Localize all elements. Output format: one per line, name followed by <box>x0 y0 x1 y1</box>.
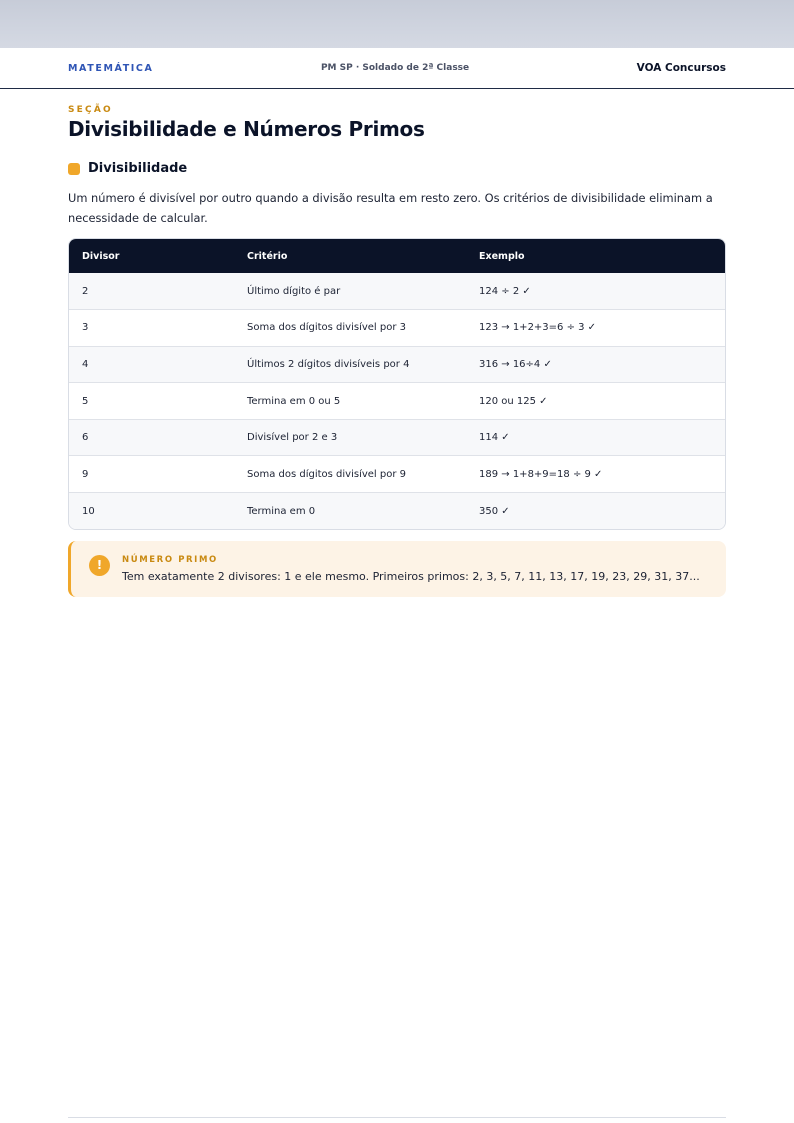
table-row <box>69 346 725 383</box>
cell-divisor: 5 <box>82 395 89 407</box>
cell-exemplo: 123 → 1+2+3=6 ÷ 3 ✓ <box>479 322 597 334</box>
cell-exemplo: 316 → 16÷4 ✓ <box>479 358 552 370</box>
cell-exemplo: 350 ✓ <box>479 505 510 517</box>
cell-criterio: Termina em 0 <box>247 505 316 517</box>
subject-label: MATEMÁTICA <box>68 62 154 74</box>
callout-text: Tem exatamente 2 divisores: 1 e ele mesmo. Primeiros primos: 2, 3, 5, 7, 11, 13, 17, 19, 23, 29, 31, 37... <box>122 570 700 583</box>
column-header-divisor: Divisor <box>82 250 120 262</box>
divisibility-table <box>68 238 726 530</box>
cell-criterio: Soma dos dígitos divisível por 9 <box>247 468 407 480</box>
cell-divisor: 4 <box>82 358 89 370</box>
subsection-heading <box>68 161 187 176</box>
table-row <box>69 456 725 493</box>
cell-exemplo: 189 → 1+8+9=18 ÷ 9 ✓ <box>479 468 603 480</box>
cell-divisor: 6 <box>82 432 89 444</box>
header-divider <box>0 88 794 89</box>
column-header-criterio: Critério <box>247 250 288 262</box>
cell-divisor: 3 <box>82 322 89 334</box>
table-row <box>69 419 725 456</box>
table-header-row <box>69 239 725 273</box>
footer-divider <box>68 1117 726 1118</box>
cell-criterio: Último dígito é par <box>247 285 341 297</box>
table-row <box>69 383 725 420</box>
cell-exemplo: 114 ✓ <box>479 432 510 444</box>
table-row <box>69 493 725 530</box>
column-header-exemplo: Exemplo <box>479 250 525 262</box>
cell-divisor: 10 <box>82 505 95 517</box>
section-label: SEÇÃO <box>68 105 113 115</box>
cell-divisor: 2 <box>82 285 89 297</box>
cell-criterio: Soma dos dígitos divisível por 3 <box>247 322 407 334</box>
cell-criterio: Termina em 0 ou 5 <box>247 395 341 407</box>
page-title: Divisibilidade e Números Primos <box>68 117 425 141</box>
cell-exemplo: 124 ÷ 2 ✓ <box>479 285 531 297</box>
square-bullet-icon <box>68 163 80 175</box>
brand-label: VOA Concursos <box>636 62 726 74</box>
top-band <box>0 0 794 48</box>
exclamation-icon: ! <box>89 555 110 576</box>
cell-criterio: Divisível por 2 e 3 <box>247 432 338 444</box>
cell-criterio: Últimos 2 dígitos divisíveis por 4 <box>247 358 410 370</box>
table-row <box>69 310 725 347</box>
table-row <box>69 273 725 310</box>
intro-paragraph: Um número é divisível por outro quando a divisão resulta em resto zero. Os critérios de divisibilidade eliminam a necessidade de calcular. <box>68 191 713 225</box>
callout-label: NÚMERO PRIMO <box>122 555 218 565</box>
subsection-title: Divisibilidade <box>88 161 188 176</box>
page-header <box>68 48 726 88</box>
prime-number-callout <box>68 541 726 597</box>
cell-divisor: 9 <box>82 468 89 480</box>
course-label: PM SP · Soldado de 2ª Classe <box>320 63 470 73</box>
cell-exemplo: 120 ou 125 ✓ <box>479 395 548 407</box>
